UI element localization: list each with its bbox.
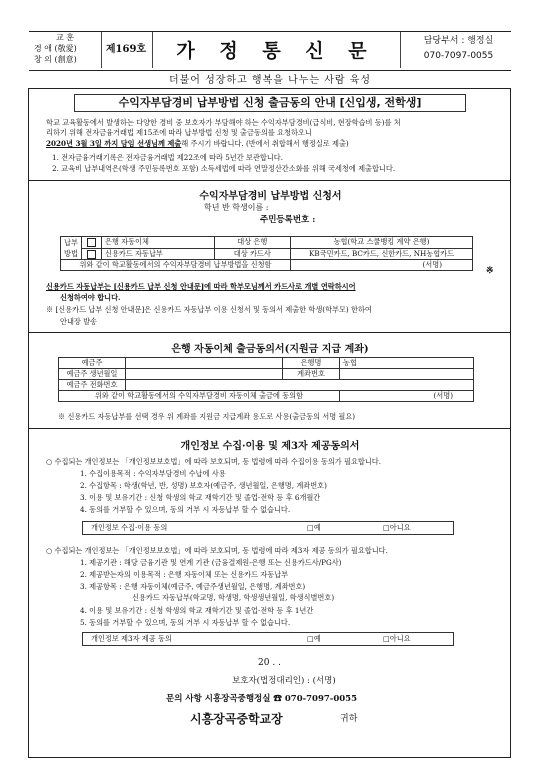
birth-field[interactable]	[126, 369, 283, 380]
slogan: 더불어 성장하고 행복을 나누는 사람 육성	[168, 75, 372, 86]
payment-method-table	[60, 236, 473, 271]
collect-item: 4. 동의를 거부할 수 있으며, 동의 거부 시 자동납부 할 수 없습니다.	[80, 505, 291, 514]
target-card: KB국민카드, BC카드, 신한카드, NH농협카드	[291, 248, 473, 260]
transfer-title: 은행 자동이체 출금동의서(지원금 지급 계좌)	[171, 344, 369, 355]
contact-line: 문의 사항 시흥장곡중행정실 ☎ 070-7097-0055	[166, 694, 357, 704]
collect-item: 3. 이용 및 보유기간 : 신청 학생의 학교 재학기간 및 졸업·전학 등 후 6개월간	[80, 493, 321, 502]
school-motto	[34, 32, 100, 68]
notice-title: 수익자부담경비 납부방법 신청 출금동의 안내 [신입생, 전학생]	[74, 94, 466, 112]
guardian-sign: 보호자(법정대리인) : (서명)	[232, 676, 336, 686]
phone-field[interactable]	[126, 380, 474, 391]
privacy-title: 개인정보 수집·이용 및 제3자 제공동의서	[180, 441, 360, 452]
third-intro: ○ 수집되는 개인정보는 「개인정보보호법」에 따라 보호되며, 동 법령에 따라 제3자 제공 동의가 필요합니다.	[46, 546, 388, 555]
section-divider	[28, 332, 511, 333]
transfer-confirm: 위와 같이 학교활동에서의 수익자부담경비 자동이체 출금에 동의함	[59, 391, 340, 402]
method-bank: 은행 자동이체	[102, 237, 215, 249]
target-label: 대상 카드사	[214, 248, 290, 260]
rrn-label: 주민등록번호 :	[260, 215, 316, 225]
third-item: 4. 이용 및 보유기간 : 신청 학생의 학교 재학기간 및 졸업·전학 등 후 1년간	[80, 606, 314, 615]
notice-intro: 학교 교육활동에서 발생하는 다양한 경비 중 보호자가 부담해야 하는 수익자부담경비(급식비, 현장학습비 등)를 처	[46, 118, 401, 127]
third-agree-label: 개인정보 제3자 제공 동의	[91, 634, 172, 643]
collect-agree-box	[82, 521, 454, 535]
motto-line: 교 훈	[56, 33, 74, 42]
transfer-note: ※ 신용카드 자동납부를 선택 경우 위 계좌를 지원금 지급계좌 용도로 사용(출금동의 서명 필요)	[58, 412, 356, 421]
application-confirm: 위와 같이 학교활동에서의 수익자부담경비 납부방법을 신청함	[61, 260, 291, 271]
dept-line: 담당부서 : 행정실	[423, 36, 494, 46]
collect-agree-label: 개인정보 수집·이용 동의	[91, 523, 168, 532]
credit-card-checkbox[interactable]	[87, 250, 96, 259]
section-divider	[28, 428, 511, 429]
third-item: 신용카드 자동납부(학교명, 학생명, 학생생년월일, 학생식별번호)	[132, 593, 335, 602]
third-no[interactable]: □아니요	[383, 634, 411, 643]
motto-line: 창 의 (創意)	[34, 55, 77, 64]
third-item: 3. 제공항목 : 은행 자동이체(예금주, 예금주생년월일, 은행명, 계좌번호)	[80, 582, 306, 591]
section-divider	[28, 180, 511, 181]
target-bank: 농협(학교 스쿨뱅킹 계약 은행)	[291, 237, 473, 249]
principal-name: 시흥장곡중학교장	[190, 712, 283, 726]
dept-phone: 070-7097-0055	[423, 51, 494, 61]
notice-intro: 리하기 위해 전자금융거래법 제15조에 따라 납부방법 신청 및 출금동의를 요청하오니	[46, 128, 312, 137]
third-item: 1. 제공기관 : 해당 금융기관 및 연계 기관 (금융결제원-은행 또는 신용카드사/PG사)	[80, 558, 342, 567]
notice-item: 2. 교육비 납부내역은(학생 주민등록번호 포함) 소득세법에 따라 연말정산간소화를 위해 국세청에 제출합니다.	[52, 164, 396, 173]
collect-item: 2. 수집항목 : 학생(학년, 반, 성명) 보호자(예금주, 생년월일, 은행명, 계좌번호)	[80, 481, 327, 490]
transfer-table	[58, 357, 474, 402]
card-note: 신청하여야 합니다.	[60, 293, 121, 302]
third-item: 5. 동의를 거부할 수 있으며, 동의 거부 시 자동납부 할 수 없습니다.	[80, 618, 291, 627]
third-item: 2. 제공받는자의 이용목적 : 은행 자동이체 또는 신용카드 자동납부	[80, 570, 289, 579]
phone-label: 예금주 전화번호	[59, 380, 126, 391]
third-yes[interactable]: □예	[307, 634, 321, 643]
collect-intro: ○ 수집되는 개인정보는 「개인정보보호법」에 따라 보호되며, 동 법령에 따라 수집이용 동의가 필요합니다.	[46, 457, 382, 466]
collect-item: 1. 수집이용목적 : 수익자부담경비 수납에 사용	[80, 469, 226, 478]
bank-label: 은행명	[283, 358, 340, 369]
method-card: 신용카드 자동납부	[102, 248, 215, 260]
bank-transfer-checkbox[interactable]	[87, 238, 96, 247]
card-note: 신용카드 자동납부는 [신용카드 납부 신청 안내문]에 따라 학부모님께서 카드사로 개별 연락하시어	[46, 282, 356, 291]
star-mark: ※	[486, 266, 494, 276]
notice-item: 1. 전자금융거래기록은 전자금융거래법 제22조에 따라 5년간 보관합니다.	[52, 153, 283, 162]
depositor-field[interactable]	[126, 358, 283, 369]
pay-label: 납부 방법	[61, 237, 82, 260]
issue-number: 제169호	[105, 44, 147, 55]
depositor-label: 예금주	[59, 358, 126, 369]
page-title: 가 정 통 신 문	[176, 40, 376, 62]
application-sign: (서명)	[291, 260, 473, 271]
student-line: 학년 반 학생이름 :	[204, 203, 269, 212]
notice-deadline-line	[46, 139, 349, 150]
bank-value: 농협	[340, 358, 474, 369]
account-field[interactable]	[340, 369, 474, 380]
third-agree-box	[82, 632, 454, 646]
date-line: 20 . .	[258, 658, 281, 668]
divider	[152, 32, 153, 68]
birth-label: 예금주 생년월일	[59, 369, 126, 380]
transfer-sign: (서명)	[340, 391, 474, 402]
target-label: 대상 은행	[214, 237, 290, 249]
application-title: 수익자부담경비 납부방법 신청서	[199, 191, 342, 202]
notice-deadline: 2020년 3월 3일 까지 담임 선생님께 제출	[46, 139, 182, 148]
account-label: 계좌번호	[283, 369, 340, 380]
collect-no[interactable]: □아니요	[383, 523, 411, 532]
principal-suffix: 귀하	[340, 714, 358, 724]
motto-line: 경 애 (敬愛)	[34, 44, 77, 53]
notice-deadline-tail: 해 주시기 바랍니다. (반에서 취합해서 행정실로 제출)	[181, 139, 349, 148]
dept-info	[407, 34, 510, 64]
card-note: 안내장 발송	[60, 317, 98, 326]
collect-yes[interactable]: □예	[307, 523, 321, 532]
divider	[400, 32, 401, 68]
card-note: ※ [신용카드 납부 신청 안내문]은 신용카드 자동납부 이용 신청서 및 동의서 제출한 학생(학부모) 한하여	[46, 305, 372, 314]
